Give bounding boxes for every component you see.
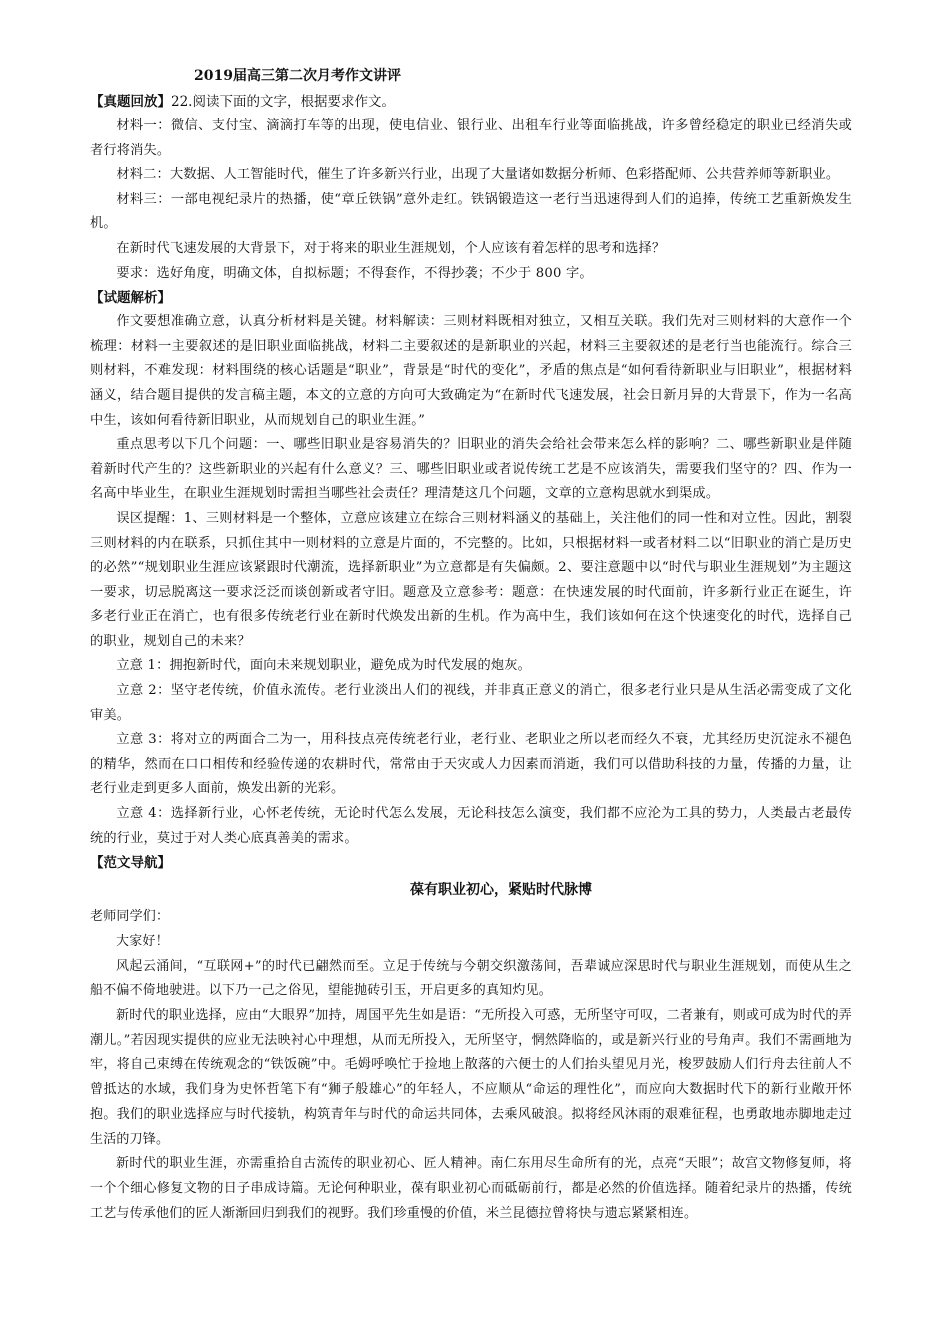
document-title: 2019届高三第二次月考作文讲评 (194, 68, 401, 84)
review-question: 在新时代飞速发展的大背景下，对于将来的职业生涯规划，个人应该有着怎样的思考和选择？ (116, 240, 666, 256)
model-essay-body (90, 905, 852, 1226)
essay-paragraph: 风起云涌间，“互联网+”的时代已翩然而至。立足于传统与今朝交织激荡间，吾辈诚应深思时代与职业生涯规划，而使从生之船不偏不倚地驶进。以下乃一己之俗见，望能抛砖引玉，开启更多的真知灼见。 (90, 958, 852, 999)
analysis-heading: 【试题解析】 (90, 290, 171, 307)
essay-paragraph: 新时代的职业生涯，亦需重拾自古流传的职业初心、匠人精神。南仁东用尽生命所有的光，点亮“天眼”；故宫文物修复师，将一个个细心修复文物的日子串成诗篇。无论何种职业，葆有职业初心而砥砺前行，都是必然的价值选择。随着纪录片的热播，传统工艺与传承他们的匠人渐渐回归到我们的视野。我们珍重慢的价值，米兰昆德拉曾将快与遗忘紧紧相连。 (90, 1156, 852, 1221)
essay-paragraph: 大家好！ (116, 933, 169, 949)
model-essay-heading: 【范文导航】 (90, 855, 171, 872)
analysis-idea-2: 立意 2：坚守老传统，价值永流传。老行业淡出人们的视线，并非真正意义的消亡，很多老行业只是从生活必需变成了文化审美。 (90, 683, 852, 723)
review-material-3: 材料三：一部电视纪录片的热播，使“章丘铁锅”意外走红。铁锅锻造这一老行当迅速得到人们的追捧，传统工艺重新焕发生机。 (90, 191, 852, 232)
essay-paragraph: 新时代的职业选择，应由“大眼界”加持，周国平先生如是语：“无所投入可惑，无所坚守可叹，二者兼有，则或可成为时代的弄潮儿。”若因现实提供的应业无法映衬心中理想，从而无所投入，无所坚守，惘然降临的，或是新兴行业的号角声。我们不需画地为牢，将自己束缚在传统观念的“铁饭碗”中。毛姆呼唤忙于捡地上散落的六便士的人们抬头望见月光，梭罗鼓励人们行舟去往前人不曾抵达的水域，我们身为史怀哲笔下有“狮子般雄心”的年轻人，不应顺从“命运的理性化”，而应向大数据时代下的新行业敞开怀抱。我们的职业选择应与时代接轨，构筑青年与时代的命运共同体，去乘风破浪。拟将经风沐雨的艰难征程，也勇敢地赤脚地走过生活的刀锋。 (90, 1008, 852, 1147)
document-page (90, 66, 852, 1226)
model-essay-title: 葆有职业初心，紧贴时代脉博 (410, 882, 592, 899)
review-heading (90, 90, 852, 114)
review-heading-tail: 22.阅读下面的文字，根据要求作文。 (171, 94, 395, 110)
analysis-idea-1: 立意 1：拥抱新时代，面向未来规划职业，避免成为时代发展的炮灰。 (116, 658, 531, 674)
analysis-paragraph: 重点思考以下几个问题：一、哪些旧职业是容易消失的？旧职业的消失会给社会带来怎么样的影响？二、哪些新职业是伴随着新时代产生的？这些新职业的兴起有什么意义？三、哪些旧职业或者说传统工艺是不应该消失，需要我们坚守的？四、作为一名高中毕业生，在职业生涯规划时需担当哪些社会责任？理清楚这几个问题，文章的立意构思就水到渠成。 (90, 437, 852, 502)
analysis-paragraph: 误区提醒：1、三则材料是一个整体，立意应该建立在综合三则材料涵义的基础上，关注他们的同一性和对立性。因此，割裂三则材料的内在联系，只抓住其中一则材料的立意是片面的，不完整的。比如，只根据材料一或者材料二以“旧职业的消亡是历史的必然”“规划职业生涯应该紧跟时代潮流，选择新职业”为立意都是有失偏颇。2、要注意题中以“时代与职业生涯规划”为主题这一要求，切忌脱离这一要求泛泛而谈创新或者守旧。题意及立意参考：题意：在快速发展的时代面前，许多新行业正在诞生，许多老行业正在消亡，也有很多传统老行业在新时代焕发出新的生机。作为高中生，我们该如何在这个快速变化的时代，选择自己的职业，规划自己的未来？ (90, 510, 852, 649)
review-material-1: 材料一：微信、支付宝、滴滴打车等的出现，使电信业、银行业、出租车行业等面临挑战，许多曾经稳定的职业已经消失或者行将消失。 (90, 118, 852, 158)
analysis-paragraph: 作文要想准确立意，认真分析材料是关键。材料解读：三则材料既相对独立，又相互关联。我们先对三则材料的大意作一个梳理：材料一主要叙述的是旧职业面临挑战，材料二主要叙述的是新职业的兴起，材料三主要叙述的是老行当也能流行。综合三则材料，不难发现：材料围绕的核心话题是“职业”，背景是“时代的变化”，矛盾的焦点是“如何看待新职业与旧职业”，根据材料涵义，结合题目提供的发言稿主题，本文的立意的方向可大致确定为“在新时代飞速发展，社会日新月异的大背景下，作为一名高中生，该如何看待新旧职业，从而规划自己的职业生涯。” (90, 314, 852, 428)
analysis-idea-3: 立意 3：将对立的两面合二为一，用科技点亮传统老行业，老行业、老职业之所以老而经久不衰，尤其经历史沉淀永不褪色的精华，然而在口口相传和经验传递的农耕时代，常常由于天灾或人力因素而消逝，我们可以借助科技的力量，传播的力量，让老行业走到更多人面前，焕发出新的光彩。 (90, 732, 852, 797)
review-requirements: 要求：选好角度，明确文体，自拟标题；不得套作，不得抄袭；不少于 800 字。 (116, 265, 593, 281)
review-material-2: 材料二：大数据、人工智能时代，催生了许多新兴行业，出现了大量诸如数据分析师、色彩搭配师、公共营养师等新职业。 (116, 167, 840, 183)
review-heading-label: 【真题回放】 (90, 94, 171, 110)
essay-salutation: 老师同学们： (90, 909, 170, 925)
analysis-idea-4: 立意 4：选择新行业，心怀老传统，无论时代怎么发展，无论科技怎么演变，我们都不应沦为工具的势力，人类最古老最传统的行业，莫过于对人类心底真善美的需求。 (90, 806, 852, 846)
